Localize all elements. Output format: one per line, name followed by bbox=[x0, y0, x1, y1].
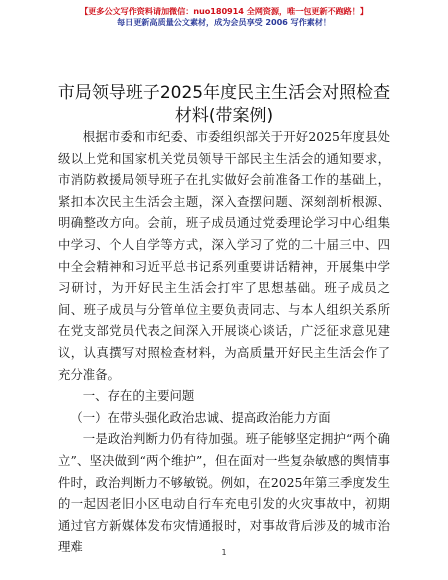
promo-banner-line1: 【更多公文写作资料请加微信：nuo180914 全网资源，唯一包更新不跑路！】 bbox=[80, 6, 368, 16]
body-paragraph: 一是政治判断力仍有待加强。班子能够坚定拥护“两个确立”、坚决做到“两个维护”，但在面对一些复杂敏感的舆情事件时，政治判断力不够敏锐。例如，在2025年第三季度发生的一起因老旧小区电动自行车充电引发的火灾事故中，初期通过官方新媒体发布灾情通报时，对事故背后涉及的城市治理难 bbox=[58, 431, 390, 555]
document-title: 市局领导班子2025年度民主生活会对照检查材料(带案例) bbox=[57, 83, 391, 126]
document-body bbox=[58, 126, 390, 558]
promo-banner bbox=[0, 6, 448, 28]
section-heading: 一、存在的主要问题 bbox=[82, 388, 195, 404]
subsection-heading: （一）在带头强化政治忠诚、提高政治能力方面 bbox=[70, 409, 331, 425]
promo-banner-line2: 每日更新高质量公文素材，成为会员享受 2006 写作素材！ bbox=[117, 17, 331, 27]
page-number: 1 bbox=[221, 548, 227, 557]
intro-paragraph: 根据市委和市纪委、市委组织部关于开好2025年度县处级以上党和国家机关党员领导干部民主生活会的通知要求，市消防救援局领导班子在扎实做好会前准备工作的基础上，紧扣本次民主生活会主题，深入查摆问题、深刻剖析根源、明确整改方向。会前，班子成员通过党委理论学习中心组集中学习、个人自学等方式，深入学习了党的二十届三中、四中全会精神和习近平总书记系列重要讲话精神，开展集中学习研讨，为开好民主生活会打牢了思想基础。班子成员之间、班子成员与分管单位主要负责同志、与本人组织关系所在党支部党员代表之间深入开展谈心谈话，广泛征求意见建议，认真撰写对照检查材料，为高质量开好民主生活会作了充分准备。 bbox=[58, 129, 390, 382]
